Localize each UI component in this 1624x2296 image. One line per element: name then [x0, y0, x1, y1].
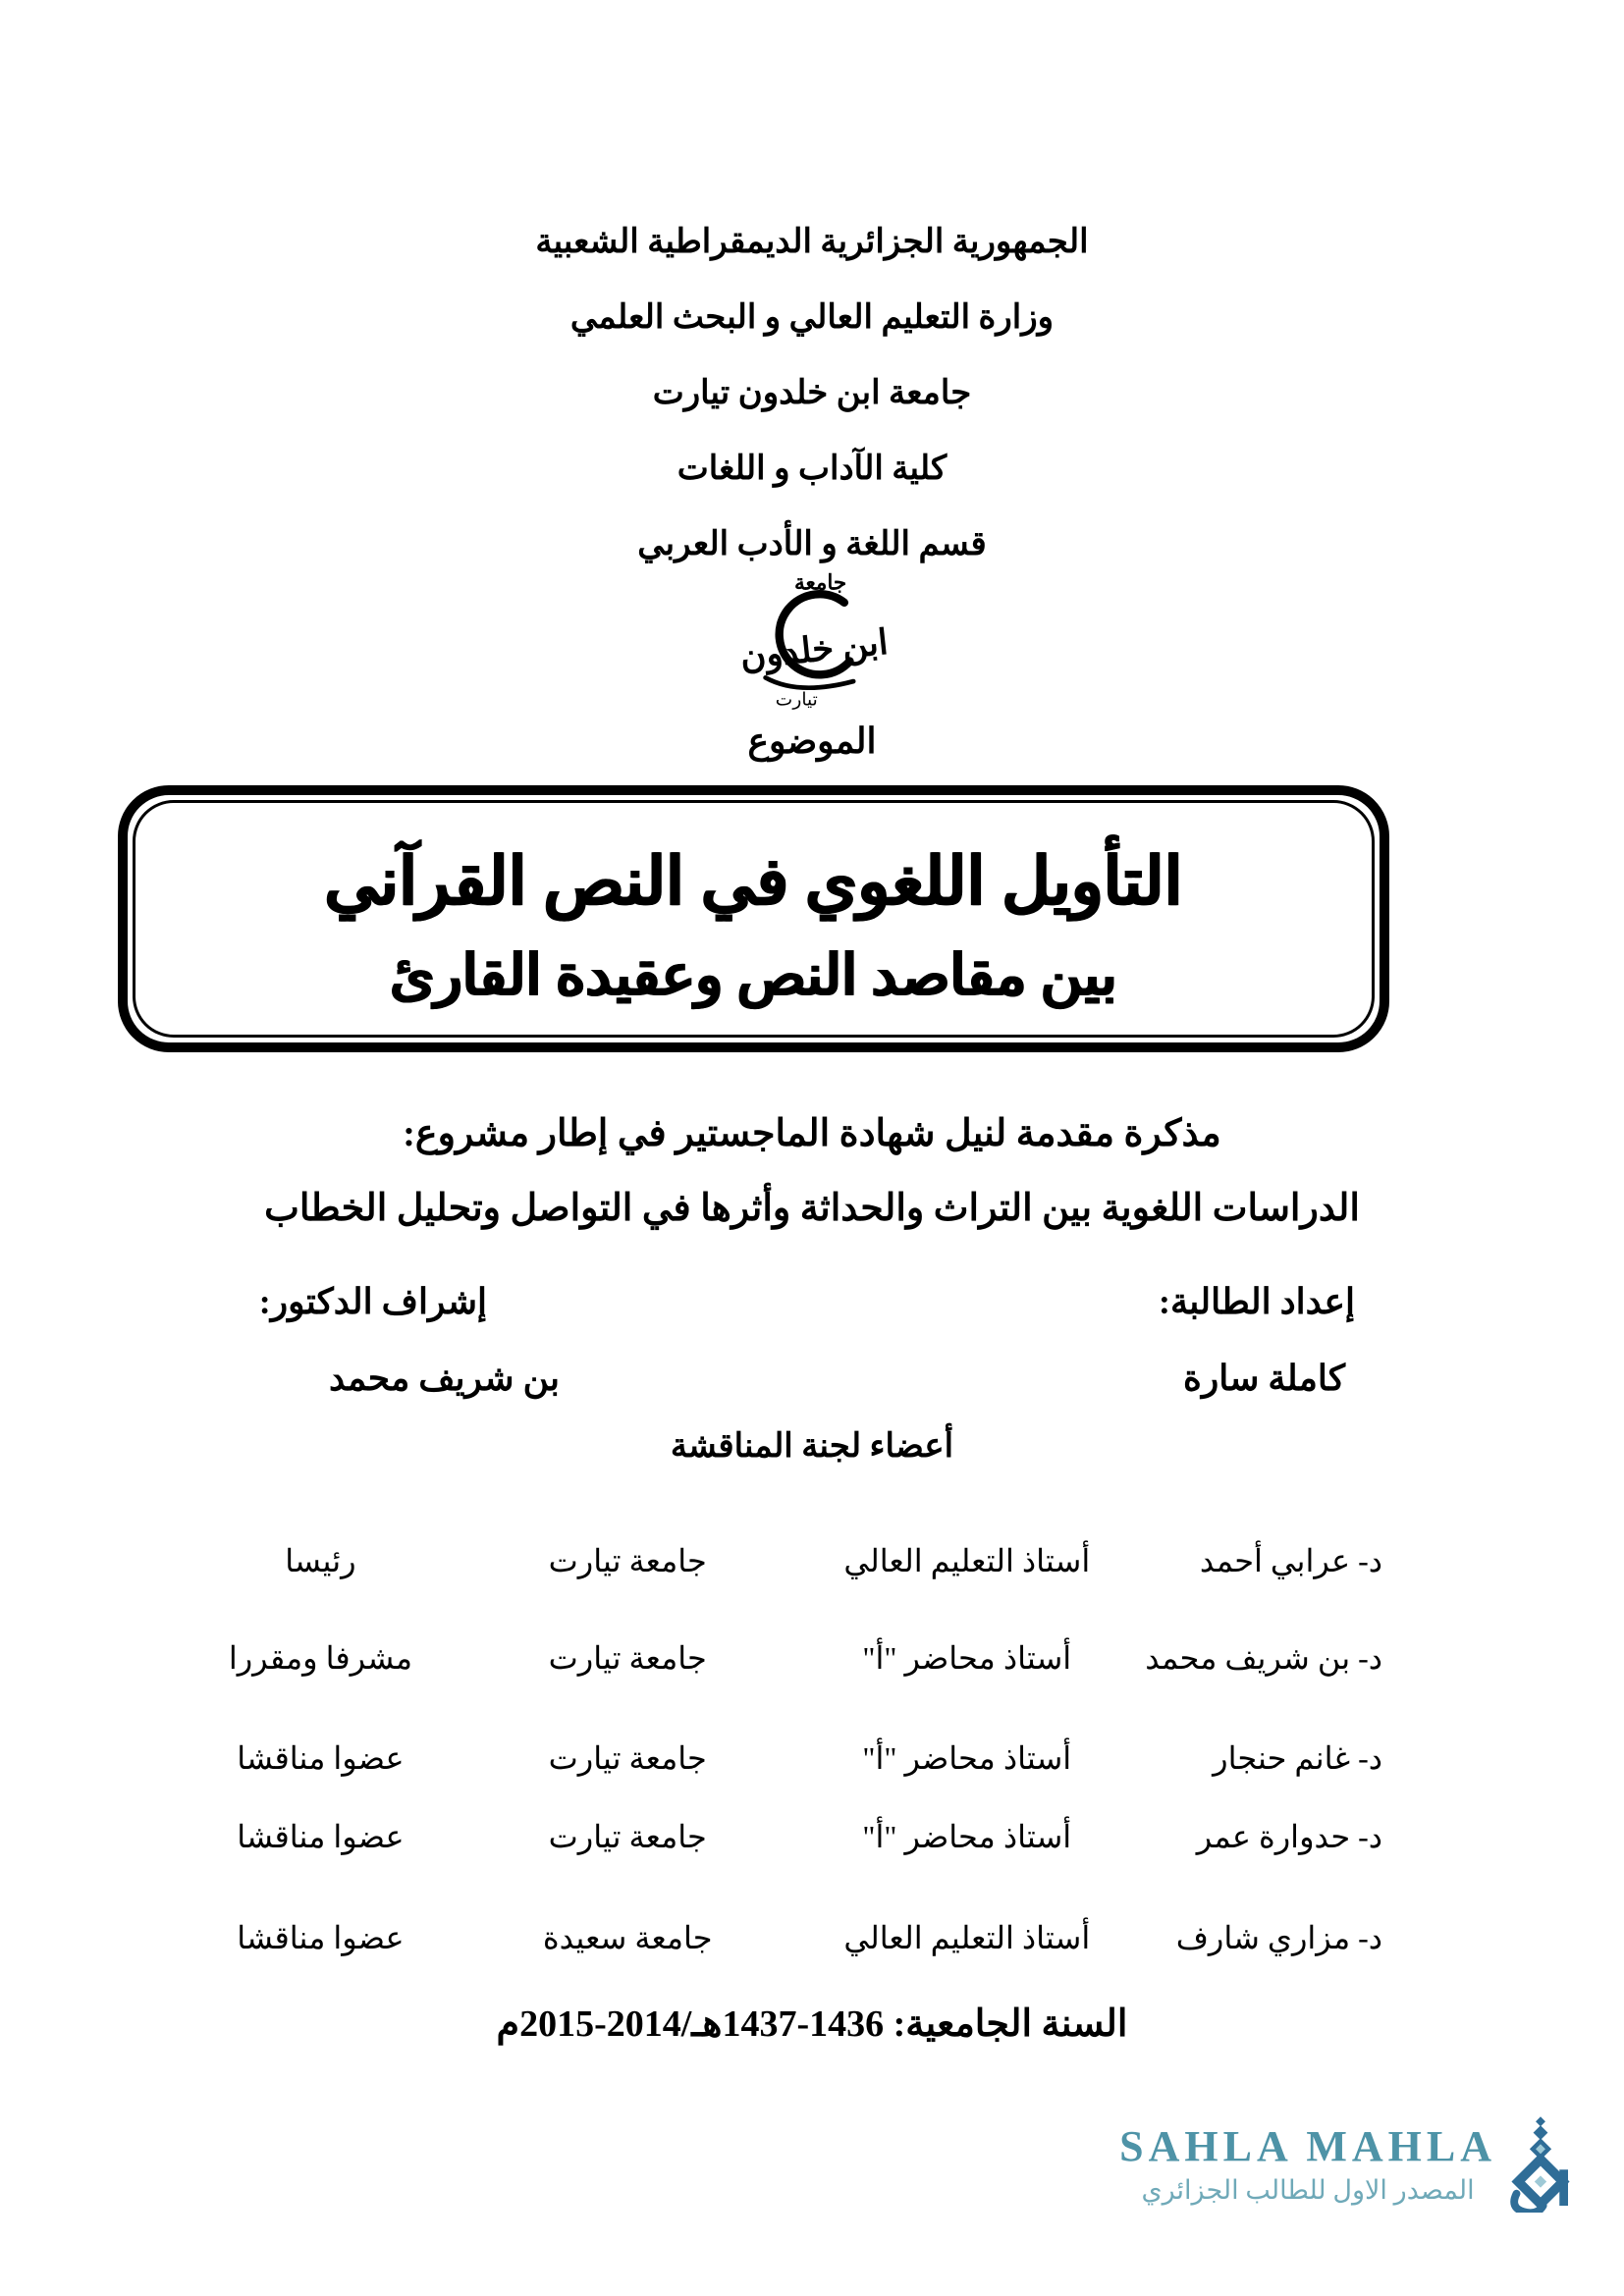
university-logo	[705, 561, 925, 721]
member-university: جامعة تيارت	[548, 1740, 707, 1776]
member-role: عضوا مناقشا	[237, 1920, 405, 1955]
member-role: عضوا مناقشا	[237, 1819, 405, 1854]
brand-tagline: المصدر الاول للطالب الجزائري	[1141, 2175, 1475, 2205]
member-grade: أستاذ التعليم العالي	[843, 1920, 1091, 1955]
member-grade: أستاذ محاضر "أ"	[862, 1819, 1072, 1854]
supervisor-label: إشراف الدكتور:	[258, 1282, 487, 1321]
member-name: د- حدوارة عمر	[1196, 1819, 1382, 1854]
faculty-line: كلية الآداب و اللغات	[677, 451, 947, 487]
committee-row	[137, 1914, 1394, 1961]
republic-line: الجمهورية الجزائرية الديمقراطية الشعبية	[535, 224, 1089, 260]
committee-row	[137, 1813, 1394, 1860]
member-name: د- عرابي أحمد	[1199, 1543, 1382, 1578]
document-header	[0, 204, 1624, 582]
degree-note-line1: مذكرة مقدمة لنيل شهادة الماجستير في إطار مشروع:	[403, 1113, 1221, 1154]
emblem-middle-text: ابن خلدون	[737, 621, 891, 677]
prepared-by-label: إعداد الطالبة:	[1158, 1282, 1355, 1321]
title-box-inner-border	[133, 800, 1375, 1038]
member-university: جامعة سعيدة	[542, 1920, 713, 1955]
subject-label: الموضوع	[747, 721, 877, 761]
committee-table	[137, 1537, 1394, 1999]
committee-row	[137, 1634, 1394, 1682]
degree-note-line2: الدراسات اللغوية بين التراث والحداثة وأثرها في التواصل وتحليل الخطاب	[264, 1188, 1360, 1229]
footer-brand	[1119, 2116, 1575, 2213]
thesis-title-line2: بين مقاصد النص وعقيدة القارئ	[390, 943, 1117, 1007]
supervisor-name: بن شريف محمد	[329, 1359, 560, 1398]
thesis-title-line1: التأويل اللغوي في النص القرآني	[324, 844, 1183, 919]
member-name: د- غانم حنجار	[1213, 1740, 1382, 1776]
ministry-line: وزارة التعليم العالي و البحث العلمي	[569, 299, 1055, 336]
member-grade: أستاذ محاضر "أ"	[862, 1740, 1072, 1776]
member-grade: أستاذ محاضر "أ"	[862, 1640, 1072, 1676]
member-university: جامعة تيارت	[548, 1543, 707, 1578]
emblem-top-text: جامعة	[794, 570, 847, 595]
member-name: د- بن شريف محمد	[1145, 1640, 1382, 1676]
brand-name: SAHLA MAHLA	[1119, 2122, 1496, 2170]
member-role: عضوا مناقشا	[237, 1740, 405, 1776]
committee-row	[137, 1735, 1394, 1782]
member-university: جامعة تيارت	[548, 1640, 707, 1676]
member-grade: أستاذ التعليم العالي	[843, 1543, 1091, 1578]
academic-year: السنة الجامعية: 1436-1437هـ/2014-2015م	[496, 2003, 1128, 2045]
member-role: مشرفا ومقررا	[228, 1640, 412, 1676]
department-line: قسم اللغة و الأدب العربي	[637, 526, 987, 562]
student-name: كاملة سارة	[1183, 1359, 1345, 1398]
member-name: د- مزاري شارف	[1175, 1920, 1382, 1955]
title-box	[118, 785, 1389, 1052]
footer-brand-text	[1119, 2121, 1496, 2208]
committee-row	[137, 1537, 1394, 1584]
member-role: رئيسا	[285, 1543, 356, 1578]
university-line: جامعة ابن خلدون تيارت	[652, 375, 972, 411]
brand-kufic-mark-icon	[1506, 2116, 1575, 2213]
emblem-bottom-text: تيارت	[775, 689, 818, 711]
member-university: جامعة تيارت	[548, 1819, 707, 1854]
university-emblem-icon	[705, 561, 925, 721]
committee-heading: أعضاء لجنة المناقشة	[670, 1428, 954, 1465]
